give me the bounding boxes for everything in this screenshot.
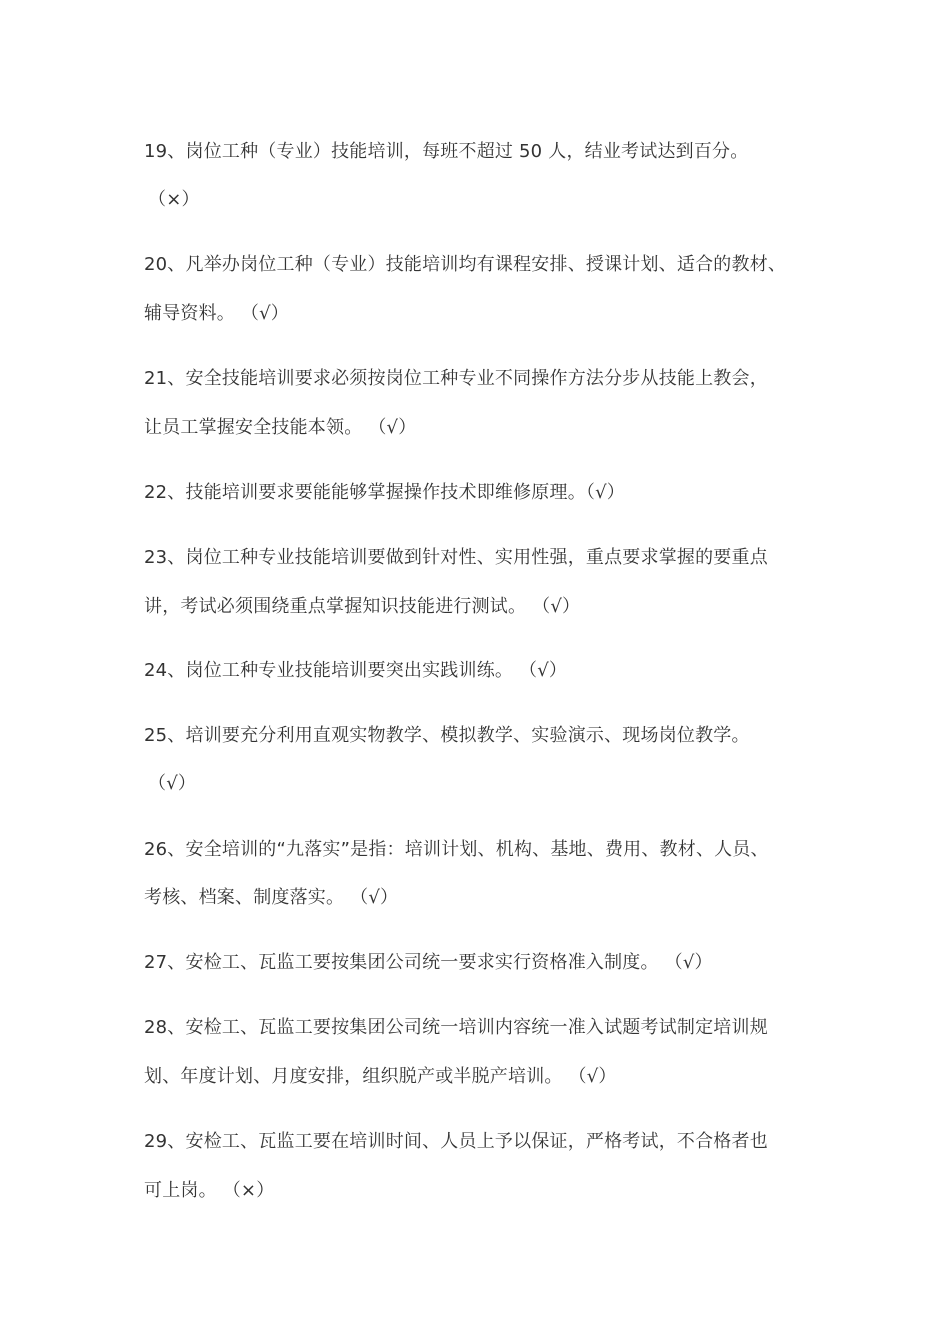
question-29-line-1: 29、安检工、瓦监工要在培训时间、人员上予以保证，严格考试，不合格者也 (144, 1131, 768, 1152)
question-27-line-1: 27、安检工、瓦监工要按集团公司统一要求实行资格准入制度。 （√） (144, 952, 713, 973)
question-26-line-2: 考核、档案、制度落实。 （√） (144, 887, 399, 908)
question-25-answer: （√） (148, 773, 197, 794)
question-23-line-2: 讲，考试必须围绕重点掌握知识技能进行测试。 （√） (144, 596, 581, 617)
question-21-line-1: 21、安全技能培训要求必须按岗位工种专业不同操作方法分步从技能上教会， (144, 368, 768, 389)
question-28-line-2: 划、年度计划、月度安排，组织脱产或半脱产培训。 （√） (144, 1066, 617, 1087)
question-19-answer: （×） (148, 189, 200, 210)
question-20-line-1: 20、凡举办岗位工种（专业）技能培训均有课程安排、授课计划、适合的教材、 (144, 254, 787, 275)
question-23-line-1: 23、岗位工种专业技能培训要做到针对性、实用性强，重点要求掌握的要重点 (144, 547, 768, 568)
question-24-line-1: 24、岗位工种专业技能培训要突出实践训练。 （√） (144, 660, 568, 681)
question-21-line-2: 让员工掌握安全技能本领。 （√） (144, 417, 417, 438)
question-19-line-1: 19、岗位工种（专业）技能培训，每班不超过 50 人，结业考试达到百分。 (144, 141, 749, 162)
question-20-line-2: 辅导资料。 （√） (144, 303, 289, 324)
question-26-line-1: 26、安全培训的“九落实”是指：培训计划、机构、基地、费用、教材、人员、 (144, 839, 769, 860)
question-25-line-1: 25、培训要充分利用直观实物教学、模拟教学、实验演示、现场岗位教学。 (144, 725, 750, 746)
question-22-line-1: 22、技能培训要求要能能够掌握操作技术即维修原理。（√） (144, 482, 625, 503)
question-29-line-2: 可上岗。 （×） (144, 1180, 275, 1201)
question-28-line-1: 28、安检工、瓦监工要按集团公司统一培训内容统一准入试题考试制定培训规 (144, 1017, 768, 1038)
